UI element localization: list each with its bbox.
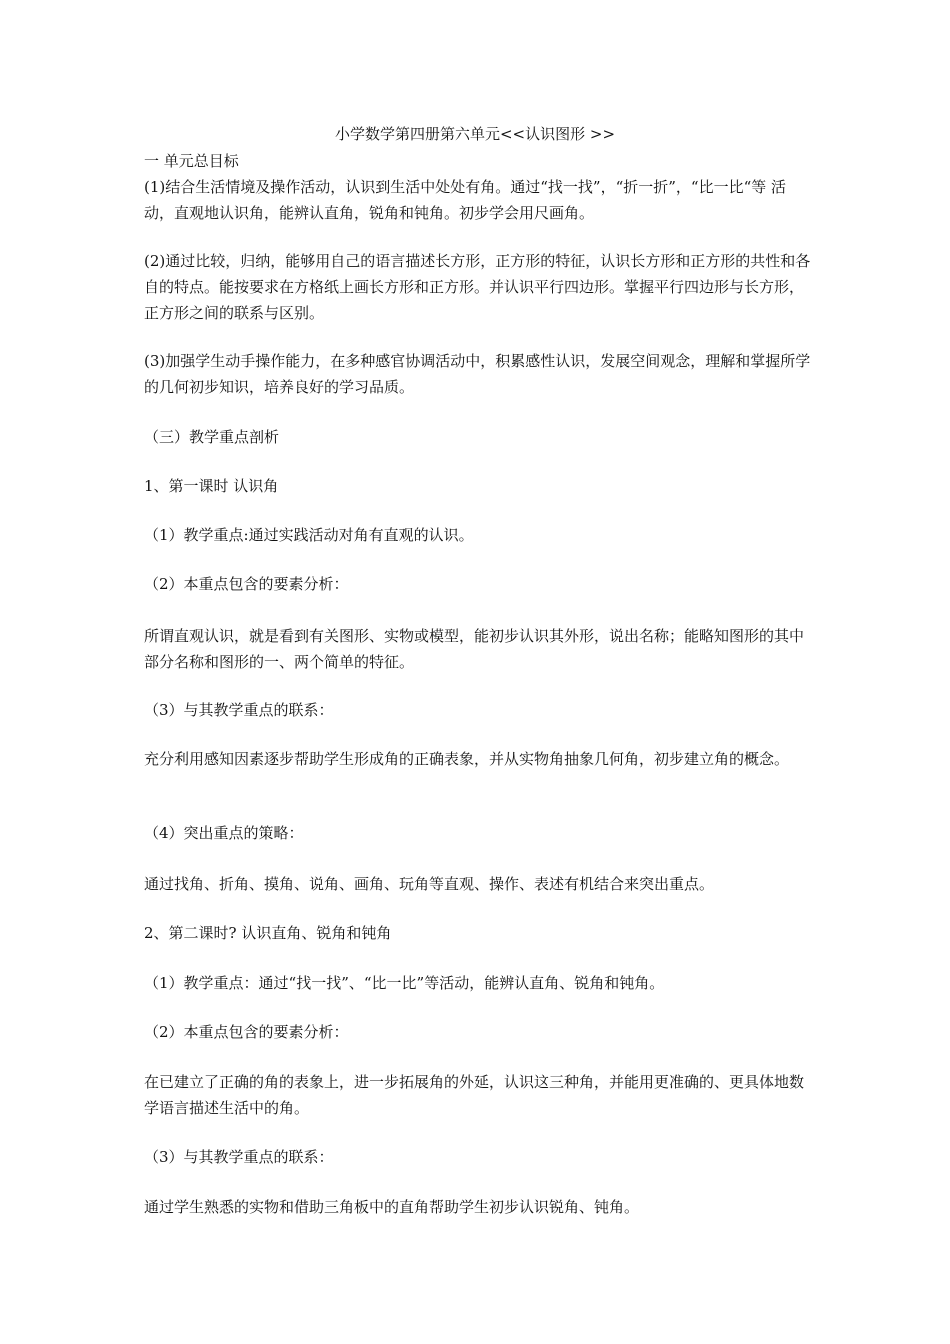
- paragraph: (2)通过比较，归纳，能够用自己的语言描述长方形，正方形的特征，认识长方形和正方形的共性和各自的特点。能按要求在方格纸上画长方形和正方形。并认识平行四边形。掌握平行四边形与长方形，正方形之间的联系与区别。: [144, 252, 811, 322]
- lesson-heading: 1、第一课时 认识角: [144, 477, 279, 495]
- paragraph: (1)结合生活情境及操作活动，认识到生活中处处有角。通过“找一找”，“折一折”，“比一比“等 活动，直观地认识角，能辨认直角，锐角和钝角。初步学会用尺画角。: [144, 178, 787, 222]
- paragraph: 通过找角、折角、摸角、说角、画角、玩角等直观、操作、表述有机结合来突出重点。: [144, 875, 715, 893]
- paragraph: （2）本重点包含的要素分析：: [144, 1023, 349, 1041]
- paragraph: 通过学生熟悉的实物和借助三角板中的直角帮助学生初步认识锐角、钝角。: [144, 1198, 640, 1216]
- paragraph: 充分利用感知因素逐步帮助学生形成角的正确表象，并从实物角抽象几何角，初步建立角的概念。: [144, 750, 790, 768]
- paragraph: （2）本重点包含的要素分析：: [144, 575, 349, 593]
- paragraph: （4）突出重点的策略：: [144, 824, 304, 842]
- paragraph: （1）教学重点:通过实践活动对角有直观的认识。: [144, 526, 474, 544]
- paragraph: （3）与其教学重点的联系：: [144, 701, 334, 719]
- paragraph: （1）教学重点：通过“找一找”、“比一比”等活动，能辨认直角、锐角和钝角。: [144, 974, 665, 992]
- section-heading: （三）教学重点剖析: [144, 428, 280, 446]
- lesson-heading: 2、第二课时? 认识直角、锐角和钝角: [144, 924, 392, 942]
- section-heading: 一 单元总目标: [144, 152, 239, 170]
- paragraph: 所谓直观认识，就是看到有关图形、实物或模型，能初步认识其外形，说出名称；能略知图形的其中部分名称和图形的一、两个简单的特征。: [144, 627, 805, 671]
- paragraph: (3)加强学生动手操作能力，在多种感官协调活动中，积累感性认识，发展空间观念，理解和掌握所学的几何初步知识，培养良好的学习品质。: [144, 352, 811, 396]
- document-title: 小学数学第四册第六单元<<认识图形 >>: [334, 125, 616, 143]
- paragraph: （3）与其教学重点的联系：: [144, 1148, 334, 1166]
- paragraph: 在已建立了正确的角的表象上，进一步拓展角的外延，认识这三种角，并能用更准确的、更具体地数学语言描述生活中的角。: [144, 1073, 805, 1117]
